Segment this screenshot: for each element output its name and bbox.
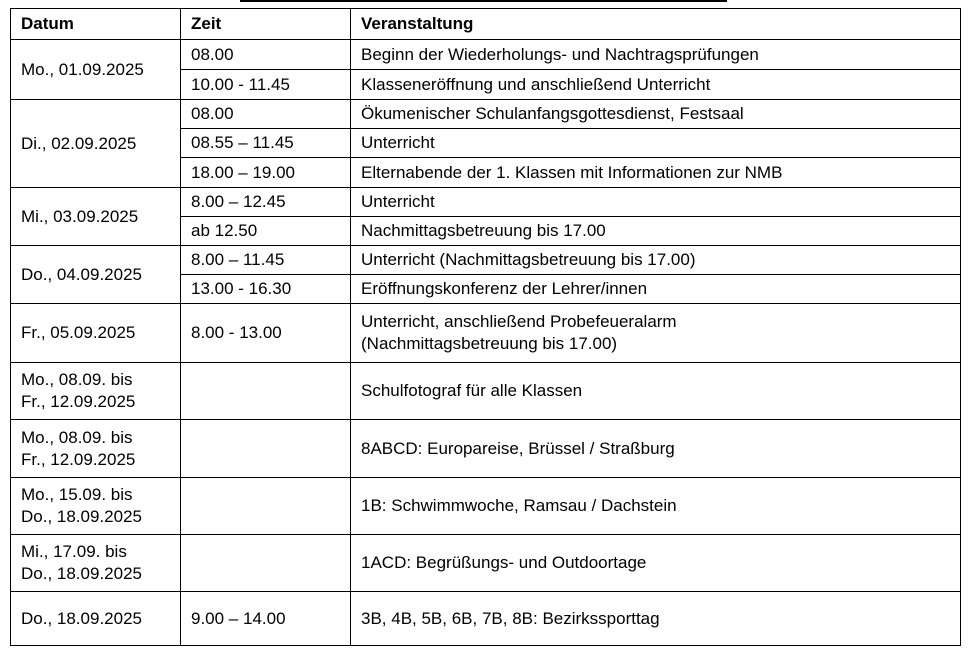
date-line: Mo., 08.09. bis	[21, 427, 133, 447]
date-cell: Do., 18.09.2025	[11, 592, 181, 646]
event-cell: Ökumenischer Schulanfangsgottesdienst, Festsaal	[351, 100, 961, 129]
time-cell: 8.00 - 13.00	[181, 304, 351, 363]
table-row	[11, 363, 961, 420]
date-line: Mo., 08.09. bis	[21, 370, 133, 389]
table-row	[11, 246, 961, 275]
event-cell	[351, 304, 961, 363]
time-cell: 08.55 – 11.45	[181, 129, 351, 158]
date-cell: Do., 04.09.2025	[11, 246, 181, 304]
event-cell: 1ACD: Begrüßungs- und Outdoortage	[351, 535, 961, 592]
time-cell	[181, 478, 351, 535]
time-cell: 13.00 - 16.30	[181, 275, 351, 304]
time-cell: 10.00 - 11.45	[181, 70, 351, 100]
event-line: Unterricht, anschließend Probefeueralarm	[361, 312, 677, 331]
date-cell	[11, 535, 181, 592]
event-cell: Unterricht	[351, 188, 961, 217]
time-cell: 08.00	[181, 100, 351, 129]
time-cell: 9.00 – 14.00	[181, 592, 351, 646]
schedule-table	[10, 8, 961, 646]
event-cell: Elternabende der 1. Klassen mit Informationen zur NMB	[351, 158, 961, 188]
date-line: Do., 18.09.2025	[21, 507, 142, 526]
date-line: Do., 18.09.2025	[21, 564, 142, 583]
header-date: Datum	[11, 9, 181, 40]
event-cell: Nachmittagsbetreuung bis 17.00	[351, 217, 961, 246]
table-row	[11, 100, 961, 129]
table-row	[11, 478, 961, 535]
time-cell	[181, 420, 351, 478]
event-cell: 8ABCD: Europareise, Brüssel / Straßburg	[351, 420, 961, 478]
date-cell: Fr., 05.09.2025	[11, 304, 181, 363]
date-cell: Mi., 03.09.2025	[11, 188, 181, 246]
event-cell: Unterricht	[351, 129, 961, 158]
table-row	[11, 188, 961, 217]
time-cell: 8.00 – 11.45	[181, 246, 351, 275]
table-row	[11, 40, 961, 70]
time-cell: 18.00 – 19.00	[181, 158, 351, 188]
date-cell: Di., 02.09.2025	[11, 100, 181, 188]
time-cell: ab 12.50	[181, 217, 351, 246]
time-cell: 08.00	[181, 40, 351, 70]
table-row	[11, 420, 961, 478]
time-cell	[181, 363, 351, 420]
header-event: Veranstaltung	[351, 9, 961, 40]
event-cell: Eröffnungskonferenz der Lehrer/innen	[351, 275, 961, 304]
table-header-row	[11, 9, 961, 40]
date-cell: Mo., 01.09.2025	[11, 40, 181, 100]
date-line: Fr., 12.09.2025	[21, 392, 136, 411]
table-row	[11, 592, 961, 646]
date-cell	[11, 363, 181, 420]
event-cell: Beginn der Wiederholungs- und Nachtragsprüfungen	[351, 40, 961, 70]
title-underline	[240, 0, 727, 2]
date-cell	[11, 420, 181, 478]
header-time: Zeit	[181, 9, 351, 40]
event-cell: Klasseneröffnung und anschließend Unterricht	[351, 70, 961, 100]
date-line: Fr., 12.09.2025	[21, 449, 136, 469]
time-cell	[181, 535, 351, 592]
date-cell	[11, 478, 181, 535]
table-row	[11, 304, 961, 363]
time-cell: 8.00 – 12.45	[181, 188, 351, 217]
event-cell: Schulfotograf für alle Klassen	[351, 363, 961, 420]
date-line: Mo., 15.09. bis	[21, 485, 133, 504]
date-line: Mi., 17.09. bis	[21, 542, 127, 561]
event-cell: 3B, 4B, 5B, 6B, 7B, 8B: Bezirkssporttag	[351, 592, 961, 646]
event-cell: 1B: Schwimmwoche, Ramsau / Dachstein	[351, 478, 961, 535]
event-line: (Nachmittagsbetreuung bis 17.00)	[361, 334, 618, 353]
event-cell: Unterricht (Nachmittagsbetreuung bis 17.00)	[351, 246, 961, 275]
table-row	[11, 535, 961, 592]
